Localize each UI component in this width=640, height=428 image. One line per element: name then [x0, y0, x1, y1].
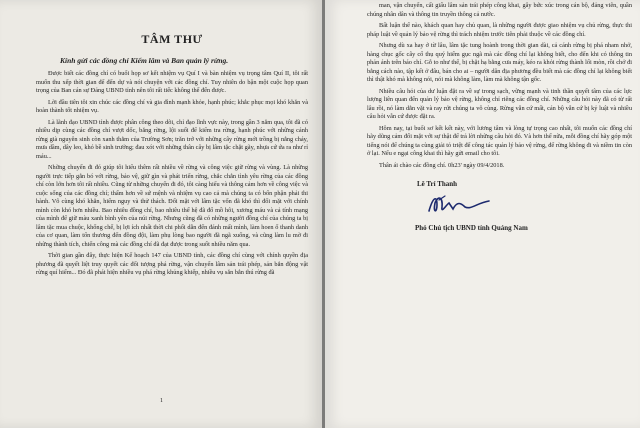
- paragraph: Những chuyến đi đó giúp tôi hiểu thêm rất nhiều về rừng và công việc giữ rừng và vùng. Là những người trực tiếp gắn bó với rừng, bảo vệ, giữ gìn và phát triển rừng, chắc chắn tình yêu rừng của các đồng chí còn lớn hơn tôi rất nhiều. Cũng từ những chuyến đi đó, tôi càng hiểu và thông cảm hơn về công việc và cuộc sống của các đồng chí; thấm hơn về sứ mệnh và nhiệm vụ cao cả mà chúng ta có bổn phận phải thi hành. Vô cùng khó khăn, hiểm nguy và thử thách. Đối mặt với lâm tặc vốn đã khó thì đối mặt với chính mình còn khó hơn nhiều. Bao nhiêu đồng chí, bao nhiêu thế hệ đã đổ mồ hôi, xương máu và cả tính mạng của mình để giữ màu xanh bình yên của núi rừng. Nhưng cũng đã có những người đồng chí của chúng ta bị lâm tặc mua chuộc, khống chế, bị lợi ích nhất thời chi phối dẫn đến đánh mất mình, làm hoen ố thanh danh của cơ quan, làm tổn thương đến đồng đội, làm phụ lòng bao người đã ngã xuống, và cũng làm lu mờ đi những thành tích, chiến công mà các đồng chí đã đạt được trong suốt nhiều năm qua.: [36, 164, 308, 248]
- letter-title: TÂM THƯ: [141, 32, 203, 46]
- paragraph: Lời đầu tiên tôi xin chúc các đồng chí và gia đình mạnh khỏe, hạnh phúc; khắc phục mọi khó khăn và hoàn thành tốt nhiệm vụ.: [36, 98, 308, 114]
- paragraph: Hôm nay, tại buổi sơ kết kết này, với lương tâm và lòng tự trọng cao nhất, tôi muốn các đồng chí hãy dũng cảm đối mặt với sự thật để trả lời những câu hỏi đó. Và hơn thế nữa, mỗi đồng chí hãy góp một tiếng nói để chúng ta cùng giải tỏ triệt để công tác quản lý bảo vệ rừng, để rừng không đi và niềm tin còn ở lại. Nếu e ngại công khai thì hãy gửi email cho tôi.: [367, 124, 632, 157]
- signature-icon: [425, 191, 495, 217]
- letter-page-right: [325, 0, 640, 428]
- letter-salutation: Kính gửi các đồng chí Kiểm lâm và Ban quản lý rừng.: [60, 56, 229, 65]
- paragraph: Thời gian gần đây, thực hiện Kế hoạch 147 của UBND tỉnh, các đồng chí cùng với chính quyền địa phương đã quyết liệt truy quyết các đối tượng phá rừng, vận chuyển lâm sản trái phép, sản bắn động vật rừng quí hiếm... Đó đã phát hiện nhiều vụ phá rừng khủng khiếp, nhiều vụ săn bắn thú rừng đã: [36, 252, 308, 276]
- page-number: 1: [160, 398, 163, 404]
- paragraph: man, vận chuyển, cất giấu lâm sản trái phép công khai, gây bức xúc trong cán bộ, đảng viên, quần chúng nhân dân và thông tin truyền thông cả nước.: [367, 2, 632, 18]
- paragraph: Nhiều câu hỏi của dư luận đặt ra về sự trong sạch, vững mạnh và tinh thần quyết tâm của các lực lượng liên quan đến quản lý bảo vệ rừng, không chỉ riêng các đồng chí. Những câu hỏi này đã có từ rất lâu rồi, nó làm dằn vặt và ray rứt chúng ta vô cùng. Rừng vẫn cứ mất, cán bộ vẫn cứ bị kỷ luật và nhiều câu hỏi vẫn cứ được đặt ra.: [367, 87, 632, 120]
- signer-title: Phó Chủ tịch UBND tỉnh Quảng Nam: [415, 224, 528, 232]
- signer-name: Lê Trí Thanh: [417, 180, 458, 188]
- closing-line: Thân ái chào các đồng chí. 0h23' ngày 09/4/2018.: [379, 161, 505, 169]
- paragraph: Là lãnh đạo UBND tỉnh được phân công theo dõi, chỉ đạo lĩnh vực này, trong gần 3 năm qua, tôi đã có nhiều dịp cùng các đồng chí vượt dốc, băng rừng, lội suối để kiểm tra rừng, hạnh phúc với những cánh rừng già nguyên sinh còn xanh thẳm của Trường Sơn; trăn trở với những cây rừng mới trồng bị nắng cháy, mưa dầm, dây leo, khó bề sinh trưởng; đau xót với những thân cây bị lâm tặc chặt gãy, nhựa cứ ứa ra như rỉ máu...: [36, 118, 308, 160]
- paragraph: Được biết các đồng chí có buổi họp sơ kết nhiệm vụ Quí I và bàn nhiệm vụ trọng tâm Quí II, tôi rất muốn thu xếp thời gian để đến dự và nói chuyện với các đồng chí. Tuy nhiên do bận một cuộc họp quan trọng của Ban cán sự Đảng UBND tỉnh nên tôi rất tiếc không thể đến được.: [36, 70, 308, 94]
- paragraph: Nhưng dù xa hay ở từ lâu, lâm tặc tung hoành trong thời gian dài, cả cánh rừng bị phá nham nhở, hàng chục gốc cây cổ thụ quý hiếm gục ngã mà các đồng chí lại không biết, cho đến khi có thông tin phản ánh trên báo chí. Gỗ to như thế, bị chặt hạ bằng cưa máy, kéo ra khỏi rừng thành lối mòn, rồi chở đi bằng cách nào, tập kết ở đâu, bán cho ai – người dân địa phương đều biết mà các đồng chí lại không biết thì thật khó mà không nói, nói mà không làm, làm mà không tận gốc.: [367, 42, 632, 83]
- paragraph: Bất luận thế nào, khách quan hay chủ quan, là những người được giao nhiệm vụ chủ rừng, thực thi pháp luật về quản lý bảo vệ rừng thì trách nhiệm trước tiên phải thuộc về các đồng chí.: [367, 22, 632, 38]
